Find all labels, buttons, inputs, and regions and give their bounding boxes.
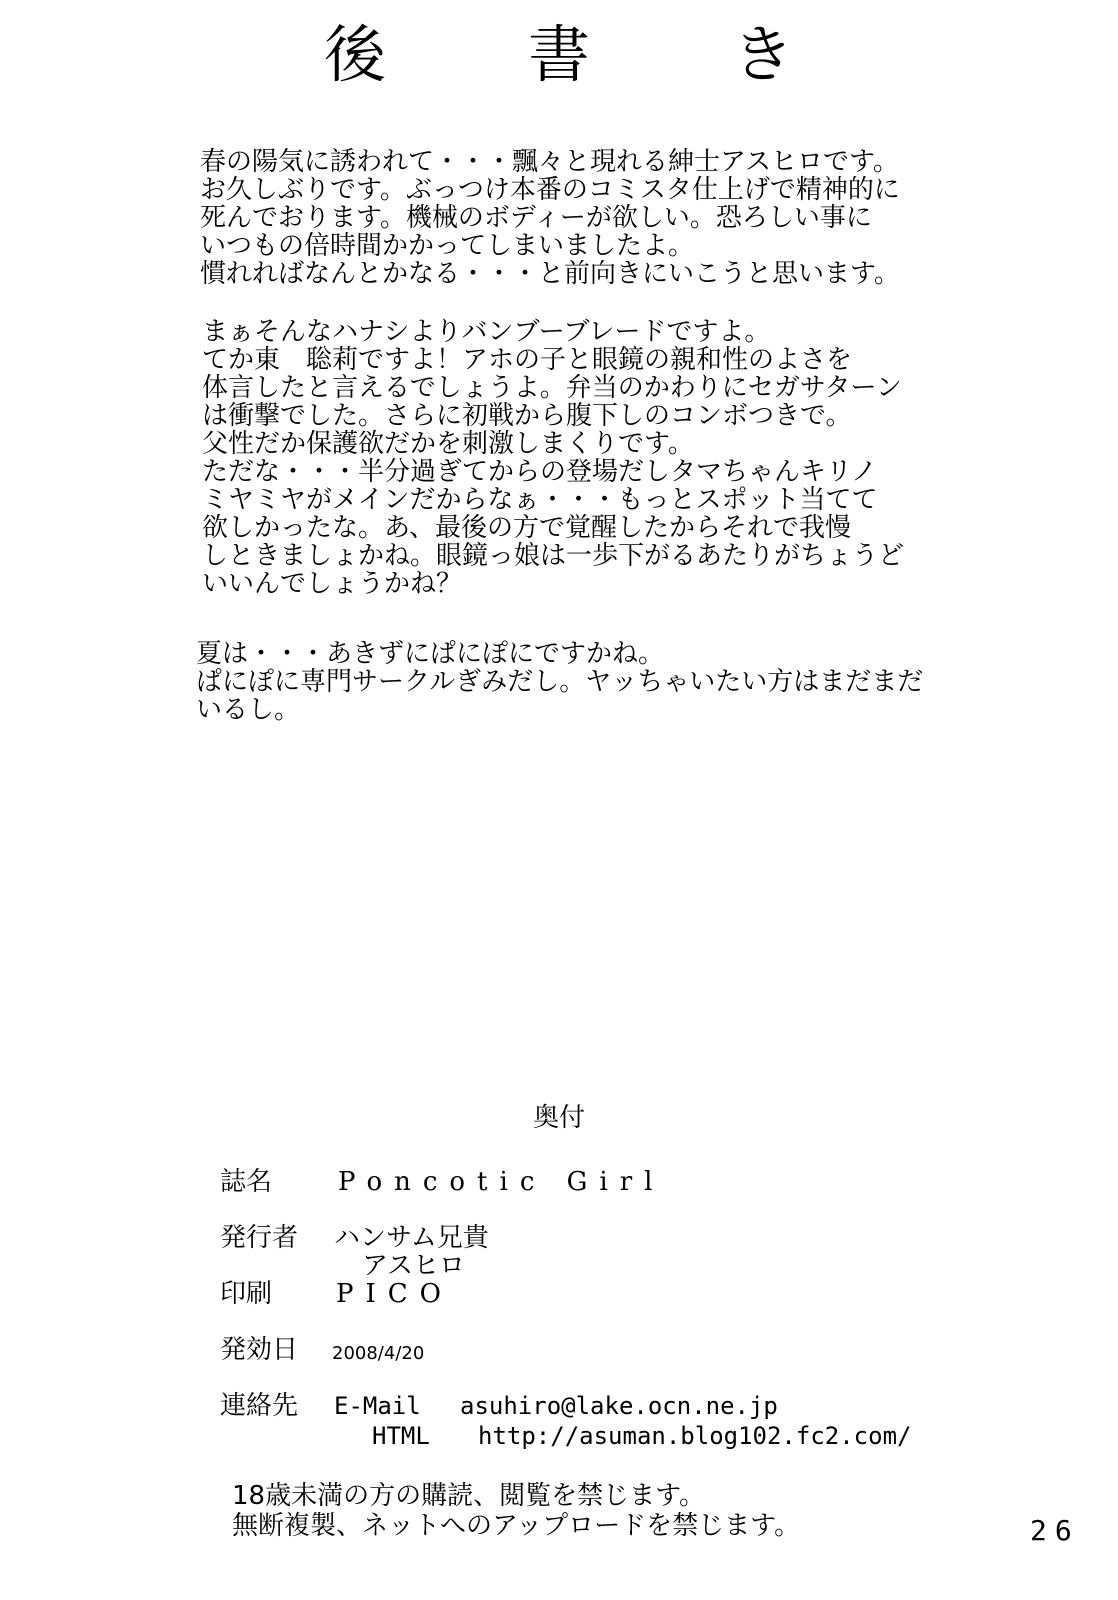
text-line: ぱにぽに専門サークルぎみだし。ヤッちゃいたい方はまだまだ [196,667,924,697]
text-line: 体言したと言えるでしょうよ。弁当のかわりにセガサターン [202,373,902,403]
text-line: 慣れればなんとかなる・・・と前向きにいこうと思います。 [200,259,900,289]
magazine-label: 誌名 [220,1167,273,1197]
printer-label: 印刷 [220,1279,273,1309]
afterword-paragraph-2 [202,318,904,598]
page-number: 26 [1030,1514,1080,1547]
printer-value: PICO [336,1279,453,1309]
afterword-paragraph-3 [196,640,923,724]
text-line: ミヤミヤがメインだからなぁ・・・もっとスポット当てて [202,485,878,515]
text-line: 父性だか保護欲だかを刺激しまくりです。 [202,429,694,459]
age-restriction-notice: 18歳未満の方の購読、閲覧を禁じます。 [232,1481,706,1511]
text-line: ただな・・・半分過ぎてからの登場だしタマちゃんキリノ [202,457,877,487]
text-line: しときましょかね。眼鏡っ娘は一歩下がるあたりがちょうど [202,541,905,571]
copy-restriction-notice: 無断複製、ネットへのアップロードを禁じます。 [232,1511,801,1541]
publisher-value: ハンサム兄貴 [334,1223,489,1253]
text-line: は衝撃でした。さらに初戦から腹下しのコンボつきで。 [202,401,852,431]
text-line: 欲しかったな。あ、最後の方で覚醒したからそれで我慢 [202,513,851,543]
text-line: 夏は・・・あきずにぱにぽにですかね。 [196,639,665,669]
text-line: お久しぶりです。ぶっつけ本番のコミスタ仕上げで精神的に [200,175,900,205]
text-line: いつもの倍時間かかってしまいましたよ。 [200,231,695,261]
publisher-label: 発行者 [220,1223,299,1253]
email-link[interactable]: asuhiro@lake.ocn.ne.jp [460,1392,778,1420]
date-label: 発効日 [220,1335,299,1365]
author-value: アスヒロ [362,1251,465,1281]
text-line: 春の陽気に誘われて・・・飄々と現れる紳士アスヒロです。 [200,147,899,177]
contact-label: 連絡先 [220,1391,299,1421]
homepage-label: HTML [372,1422,430,1450]
text-line: まぁそんなハナシよりバンブーブレードですよ。 [202,317,771,347]
text-line: いいんでしょうかね？ [202,569,463,599]
text-line: てか東 聡莉ですよ！アホの子と眼鏡の親和性のよさを [202,345,853,375]
text-line: いるし。 [196,695,301,725]
page-title: 後 書 き [323,18,834,91]
date-value: 2008/4/20 [332,1343,425,1364]
text-line: 死んでおります。機械のボディーが欲しい。恐ろしい事に [200,203,872,233]
colophon-heading: 奥付 [532,1103,585,1133]
homepage-link[interactable]: http://asuman.blog102.fc2.com/ [478,1422,912,1450]
magazine-value: Poncotic Girl [338,1167,665,1197]
email-label: E-Mail [334,1392,421,1420]
afterword-paragraph-1 [200,148,900,288]
